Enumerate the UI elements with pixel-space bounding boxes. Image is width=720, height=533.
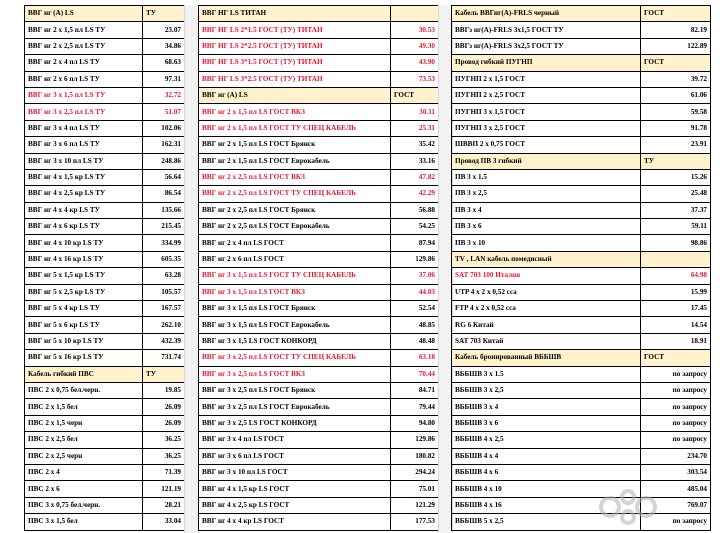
price-column-right (451, 5, 711, 531)
product-name: ПВС 2 х 2,5 бел (25, 432, 143, 448)
price-row (199, 317, 439, 333)
price-row (199, 235, 439, 251)
section-standard: ТУ (143, 6, 185, 22)
section-title: ВВГ НГ LS ТИТАН (199, 6, 391, 22)
product-price: 39.72 (641, 71, 711, 87)
price-row (25, 432, 185, 448)
product-price: 34.86 (143, 38, 185, 54)
product-name: ВВГ нг 3 х 10 пл LS ГОСТ (199, 464, 391, 480)
product-price: 129.86 (391, 251, 439, 267)
product-name: ВББШВ 5 х 2,5 (452, 514, 641, 530)
product-price: 71.39 (143, 464, 185, 480)
product-price: 84.71 (391, 382, 439, 398)
product-name: ВВГ нг 4 х 2,5 кр LS ГОСТ (199, 497, 391, 513)
price-row (199, 514, 439, 530)
price-row (25, 317, 185, 333)
product-name: ПВС 2 х 0,75 бел.черн. (25, 382, 143, 398)
product-name: ВВГ нг 5 х 1,5 кр LS ТУ (25, 268, 143, 284)
product-price: 33.04 (143, 514, 185, 530)
product-price: 129.86 (391, 432, 439, 448)
product-name: ПУГНП 3 х 2,5 ГОСТ (452, 120, 641, 136)
product-price: 769.07 (641, 497, 711, 513)
product-name: ВВГ нг 5 х 16 кр LS ТУ (25, 350, 143, 366)
price-row (199, 38, 439, 54)
price-row (199, 71, 439, 87)
product-name: SAT 703 Китай (452, 333, 641, 349)
product-name: ВВГ нг 2 х 2,5 пл LS ГОСТ ВКЗ (199, 169, 391, 185)
price-row (452, 432, 711, 448)
product-price: 215.45 (143, 219, 185, 235)
product-price: 49.30 (391, 38, 439, 54)
product-name: ВББШВ 4 х 4 (452, 448, 641, 464)
product-price: 15.99 (641, 284, 711, 300)
product-name: ВВГ НГ LS 3*1.5 ГОСТ (ТУ) ТИТАН (199, 55, 391, 71)
product-name: ПВС 3 х 1,5 бел (25, 514, 143, 530)
product-price: 30.11 (391, 104, 439, 120)
product-name: ПВС 2 х 6 (25, 481, 143, 497)
product-name: ВВГ нг 3 х 10 пл LS ТУ (25, 153, 143, 169)
product-price: 86.54 (143, 186, 185, 202)
product-price: 94.80 (391, 415, 439, 431)
product-price: 334.99 (143, 235, 185, 251)
price-row (199, 481, 439, 497)
price-row (199, 382, 439, 398)
section-title: Кабель гибкий ПВС (25, 366, 143, 382)
price-row (25, 284, 185, 300)
product-price: 64.98 (641, 268, 711, 284)
product-price: 51.07 (143, 104, 185, 120)
product-name: ВВГ нг 3 х 2,5 пл LS ГОСТ Брянск (199, 382, 391, 398)
price-row (452, 71, 711, 87)
product-name: ПУГНП 2 х 2,5 ГОСТ (452, 87, 641, 103)
product-price: 432.39 (143, 333, 185, 349)
price-row (25, 514, 185, 530)
price-row (199, 399, 439, 415)
product-name: ПВ 3 х 10 (452, 235, 641, 251)
product-price: 68.63 (143, 55, 185, 71)
price-row (25, 382, 185, 398)
product-name: ВВГ НГ LS 2*1.5 ГОСТ (ТУ) ТИТАН (199, 22, 391, 38)
price-row (25, 481, 185, 497)
product-price: 70.44 (391, 366, 439, 382)
product-price: 105.57 (143, 284, 185, 300)
product-name: ВВГ нг 5 х 4 кр LS ТУ (25, 301, 143, 317)
product-name: ПВ 3 х 4 (452, 202, 641, 218)
price-row (25, 350, 185, 366)
price-row (25, 448, 185, 464)
product-price: 56.64 (143, 169, 185, 185)
product-price: 248.86 (143, 153, 185, 169)
product-price: 167.57 (143, 301, 185, 317)
product-price: по запросу (641, 366, 711, 382)
section-header-row (452, 6, 711, 22)
price-row (199, 153, 439, 169)
product-price: 79.44 (391, 399, 439, 415)
price-row (452, 399, 711, 415)
product-name: RG 6 Китай (452, 317, 641, 333)
product-name: ВВГ нг 2 х 2,5 пл LS ТУ (25, 38, 143, 54)
product-price: 35.42 (391, 137, 439, 153)
product-name: ВВГ нг 3 х 1,5 пл LS ТУ (25, 87, 143, 103)
product-name: ПВ 3 х 1.5 (452, 169, 641, 185)
product-name: ВВГ нг 3 х 2,5 пл LS ТУ (25, 104, 143, 120)
price-row (452, 235, 711, 251)
price-row (25, 38, 185, 54)
price-row (452, 120, 711, 136)
price-row (25, 71, 185, 87)
price-row (199, 284, 439, 300)
product-price: 48.85 (391, 317, 439, 333)
price-row (25, 87, 185, 103)
product-price: 63.18 (391, 350, 439, 366)
product-name: ВВГ НГ LS 2*2.5 ГОСТ (ТУ) ТИТАН (199, 38, 391, 54)
price-row (25, 153, 185, 169)
price-row (452, 497, 711, 513)
price-row (199, 251, 439, 267)
product-price: 98.86 (641, 235, 711, 251)
product-price: 52.54 (391, 301, 439, 317)
price-row (452, 202, 711, 218)
section-standard (641, 251, 711, 267)
product-name: ПВС 2 х 2,5 черн (25, 448, 143, 464)
product-name: ПУГНП 3 х 1,5 ГОСТ (452, 104, 641, 120)
product-price: 63.28 (143, 268, 185, 284)
price-row (25, 55, 185, 71)
price-row (452, 317, 711, 333)
section-standard: ГОСТ (391, 87, 439, 103)
price-row (452, 366, 711, 382)
price-row (25, 137, 185, 153)
product-name: ПВС 2 х 1,5 бел (25, 399, 143, 415)
product-price: 177.53 (391, 514, 439, 530)
product-name: ВББШВ 3 х 6 (452, 415, 641, 431)
product-price: 47.82 (391, 169, 439, 185)
product-name: SAT 703 100 Италия (452, 268, 641, 284)
price-row (452, 514, 711, 530)
price-column-left (24, 5, 185, 531)
section-title: ВВГ нг (А) LS (25, 6, 143, 22)
product-price: 42.29 (391, 186, 439, 202)
price-row (25, 464, 185, 480)
product-price: 25.31 (391, 120, 439, 136)
price-row (452, 448, 711, 464)
product-name: ВВГ нг 3 х 1,5 пл LS ГОСТ Еврокабель (199, 317, 391, 333)
price-row (452, 284, 711, 300)
product-name: ВВГз нг(А)-FRLS 3х1,5 ГОСТ ТУ (452, 22, 641, 38)
product-price: 33.16 (391, 153, 439, 169)
product-price: 48.48 (391, 333, 439, 349)
price-row (452, 333, 711, 349)
product-name: ВВГ нг 2 х 6 пл LS ТУ (25, 71, 143, 87)
price-row (452, 87, 711, 103)
price-row (199, 464, 439, 480)
product-name: ВВГ нг 5 х 6 кр LS ТУ (25, 317, 143, 333)
product-price: 61.06 (641, 87, 711, 103)
section-standard: ГОСТ (641, 350, 711, 366)
price-row (199, 333, 439, 349)
product-price: 59.58 (641, 104, 711, 120)
section-header-row (25, 6, 185, 22)
product-price: 36.25 (143, 448, 185, 464)
product-price: 56.88 (391, 202, 439, 218)
section-title: Провод ПВ 3 гибкий (452, 153, 641, 169)
product-price: 75.01 (391, 481, 439, 497)
price-row (199, 219, 439, 235)
product-price: 37.37 (641, 202, 711, 218)
product-name: ВВГ нг 4 х 1,5 кр LS ГОСТ (199, 481, 391, 497)
price-row (452, 268, 711, 284)
section-header-row (452, 153, 711, 169)
product-price: 122.89 (641, 38, 711, 54)
price-row (199, 55, 439, 71)
product-price: 25.48 (641, 186, 711, 202)
product-name: FTP 4 х 2 х 0,52 cca (452, 301, 641, 317)
product-name: ВВГ нг 3 х 1,5 пл LS ГОСТ ВКЗ (199, 284, 391, 300)
product-price: 54.25 (391, 219, 439, 235)
product-name: ВВГ нг 3 х 4 пл LS ГОСТ (199, 432, 391, 448)
section-title: Кабель ВВГнг(А)-FRLS черный (452, 6, 641, 22)
product-name: ПВС 3 х 0,75 бел.черн. (25, 497, 143, 513)
product-name: ВВГ нг 5 х 10 кр LS ТУ (25, 333, 143, 349)
product-price: 19.85 (143, 382, 185, 398)
product-name: ВББШВ 4 х 16 (452, 497, 641, 513)
section-header-row (452, 251, 711, 267)
product-name: ВВГ нг 2 х 6 пл LS ГОСТ (199, 251, 391, 267)
price-row (452, 137, 711, 153)
price-row (452, 301, 711, 317)
section-title: Провод гибкий ПУГНП (452, 55, 641, 71)
product-price: 26.09 (143, 399, 185, 415)
product-name: ВВГ нг 2 х 2,5 пл LS ГОСТ Еврокабель (199, 219, 391, 235)
product-price: 44.03 (391, 284, 439, 300)
product-price: 59.11 (641, 219, 711, 235)
product-price: 28.21 (143, 497, 185, 513)
product-price: по запросу (641, 514, 711, 530)
product-name: ВВГ нг 2 х 1,5 пл LS ГОСТ ВКЗ (199, 104, 391, 120)
product-name: ВВГ нг 2 х 4 пл LS ТУ (25, 55, 143, 71)
product-price: 32.72 (143, 87, 185, 103)
price-row (199, 186, 439, 202)
column-separator (184, 5, 199, 533)
product-price: 485.04 (641, 481, 711, 497)
product-name: ВВГ нг 2 х 1,5 пл LS ГОСТ Брянск (199, 137, 391, 153)
product-price: 605.35 (143, 251, 185, 267)
product-name: ВВГ нг 4 х 6 кр LS ТУ (25, 219, 143, 235)
product-price: по запросу (641, 382, 711, 398)
product-name: ВВГ нг 4 х 4 кр LS ГОСТ (199, 514, 391, 530)
product-name: ВВГ нг 3 х 2,5 пл LS ГОСТ ТУ СПЕЦ КАБЕЛЬ (199, 350, 391, 366)
product-name: ВВГ нг 3 х 1,5 пл LS ГОСТ Брянск (199, 301, 391, 317)
section-standard: ТУ (641, 153, 711, 169)
product-price: по запросу (641, 399, 711, 415)
product-name: ВББШВ 3 х 1.5 (452, 366, 641, 382)
product-price: 91.78 (641, 120, 711, 136)
product-price: 82.19 (641, 22, 711, 38)
price-row (452, 186, 711, 202)
price-row (25, 268, 185, 284)
product-name: ВВГ нг 3 х 2,5 пл LS ГОСТ Еврокабель (199, 399, 391, 415)
product-price: 23.07 (143, 22, 185, 38)
section-header-row (25, 366, 185, 382)
price-row (25, 104, 185, 120)
product-name: ВВГ нг 3 х 2,5 пл LS ГОСТ ВКЗ (199, 366, 391, 382)
price-row (199, 350, 439, 366)
product-price: 15.26 (641, 169, 711, 185)
product-name: ВББШВ 4 х 10 (452, 481, 641, 497)
price-row (199, 169, 439, 185)
price-row (25, 169, 185, 185)
product-price: 234.70 (641, 448, 711, 464)
price-row (25, 333, 185, 349)
section-header-row (199, 6, 439, 22)
product-price: 121.29 (391, 497, 439, 513)
product-name: ВВГ нг 4 х 1,5 кр LS ТУ (25, 169, 143, 185)
price-row (25, 399, 185, 415)
price-row (199, 137, 439, 153)
product-price: 97.31 (143, 71, 185, 87)
price-row (25, 120, 185, 136)
price-row (452, 104, 711, 120)
product-name: ВВГ нг 2 х 4 пл LS ГОСТ (199, 235, 391, 251)
section-standard: ГОСТ (641, 6, 711, 22)
section-header-row (199, 87, 439, 103)
product-price: 731.74 (143, 350, 185, 366)
price-row (199, 366, 439, 382)
price-row (452, 481, 711, 497)
product-price: 162.31 (143, 137, 185, 153)
product-name: ПВ 3 х 6 (452, 219, 641, 235)
price-row (452, 415, 711, 431)
price-row (452, 464, 711, 480)
product-name: ВВГз нг(А)-FRLS 3х2,5 ГОСТ ТУ (452, 38, 641, 54)
price-row (25, 251, 185, 267)
price-row (25, 186, 185, 202)
price-row (25, 22, 185, 38)
product-name: UTP 4 х 2 х 0,52 cca (452, 284, 641, 300)
product-name: ВВГ нг 5 х 2,5 кр LS ТУ (25, 284, 143, 300)
price-row (199, 497, 439, 513)
price-row (452, 38, 711, 54)
price-row (199, 448, 439, 464)
product-price: 18.91 (641, 333, 711, 349)
price-row (25, 301, 185, 317)
product-name: ПВ 3 х 2,5 (452, 186, 641, 202)
price-row (199, 120, 439, 136)
product-price: 73.53 (391, 71, 439, 87)
product-name: ВВГ нг 4 х 4 кр LS ТУ (25, 202, 143, 218)
price-column-middle (198, 5, 439, 531)
product-name: ПВС 2 х 4 (25, 464, 143, 480)
product-price: 294.24 (391, 464, 439, 480)
product-price: по запросу (641, 415, 711, 431)
price-row (25, 235, 185, 251)
section-standard: ГОСТ (641, 55, 711, 71)
section-standard: ТУ (143, 366, 185, 382)
product-price: 30.53 (391, 22, 439, 38)
product-price: 37.06 (391, 268, 439, 284)
section-standard (391, 6, 439, 22)
product-price: по запросу (641, 432, 711, 448)
price-row (452, 382, 711, 398)
product-price: 102.06 (143, 120, 185, 136)
product-name: ВББШВ 3 х 4 (452, 399, 641, 415)
section-title: TV , LAN кабель помедисный (452, 251, 641, 267)
product-name: ВВГ нг 3 х 6 пл LS ТУ (25, 137, 143, 153)
product-name: ВВГ нг 2 х 1,5 пл LS ТУ (25, 22, 143, 38)
price-row (25, 202, 185, 218)
product-name: ВВГ НГ LS 3*2.5 ГОСТ (ТУ) ТИТАН (199, 71, 391, 87)
product-price: 180.82 (391, 448, 439, 464)
product-price: 121.19 (143, 481, 185, 497)
price-row (25, 219, 185, 235)
price-row (452, 169, 711, 185)
product-price: 87.94 (391, 235, 439, 251)
product-name: ПВС 2 х 1,5 черн (25, 415, 143, 431)
price-row (199, 202, 439, 218)
price-row (199, 268, 439, 284)
section-title: Кабель бронированный ВББШВ (452, 350, 641, 366)
product-price: 14.54 (641, 317, 711, 333)
product-name: ВВГ нг 2 х 1,5 пл LS ГОСТ ТУ СПЕЦ КАБЕЛЬ (199, 120, 391, 136)
product-price: 43.90 (391, 55, 439, 71)
price-row (199, 415, 439, 431)
product-name: ВВГ нг 4 х 2,5 кр LS ТУ (25, 186, 143, 202)
product-price: 135.66 (143, 202, 185, 218)
product-price: 26.09 (143, 415, 185, 431)
price-row (199, 301, 439, 317)
price-row (452, 22, 711, 38)
section-header-row (452, 55, 711, 71)
product-name: ВВГ нг 3 х 1,5 LS ГОСТ КОНКОРД (199, 333, 391, 349)
product-name: ПУГНП 2 х 1,5 ГОСТ (452, 71, 641, 87)
watermark-logo-icon (598, 485, 658, 529)
price-row (25, 415, 185, 431)
product-name: ВВГ нг 2 х 2,5 пл LS ГОСТ ТУ СПЕЦ КАБЕЛЬ (199, 186, 391, 202)
product-price: 303.54 (641, 464, 711, 480)
price-row (199, 22, 439, 38)
price-row (199, 104, 439, 120)
section-header-row (452, 350, 711, 366)
product-price: 262.10 (143, 317, 185, 333)
product-name: ВВГ нг 4 х 16 кр LS ТУ (25, 251, 143, 267)
price-row (452, 219, 711, 235)
product-name: ВББШВ 4 х 6 (452, 464, 641, 480)
product-price: 36.25 (143, 432, 185, 448)
product-name: ВВГ нг 3 х 6 пл LS ГОСТ (199, 448, 391, 464)
product-name: ВВГ нг 3 х 2,5 LS ГОСТ КОНКОРД (199, 415, 391, 431)
product-name: ВББШВ 4 х 2,5 (452, 432, 641, 448)
product-name: ВВГ нг 4 х 10 кр LS ТУ (25, 235, 143, 251)
price-row (199, 432, 439, 448)
product-name: ШВВП 2 х 0,75 ГОСТ (452, 137, 641, 153)
price-row (25, 497, 185, 513)
product-name: ВВГ нг 2 х 1,5 пл LS ГОСТ Еврокабель (199, 153, 391, 169)
product-name: ВВГ нг 3 х 4 пл LS ТУ (25, 120, 143, 136)
section-title: ВВГ нг (А) LS (199, 87, 391, 103)
product-name: ВВГ нг 3 х 1,5 пл LS ГОСТ ТУ СПЕЦ КАБЕЛЬ (199, 268, 391, 284)
product-name: ВВГ нг 2 х 2,5 пл LS ГОСТ Брянск (199, 202, 391, 218)
product-price: 17.45 (641, 301, 711, 317)
product-price: 23.91 (641, 137, 711, 153)
product-name: ВББШВ 3 х 2,5 (452, 382, 641, 398)
